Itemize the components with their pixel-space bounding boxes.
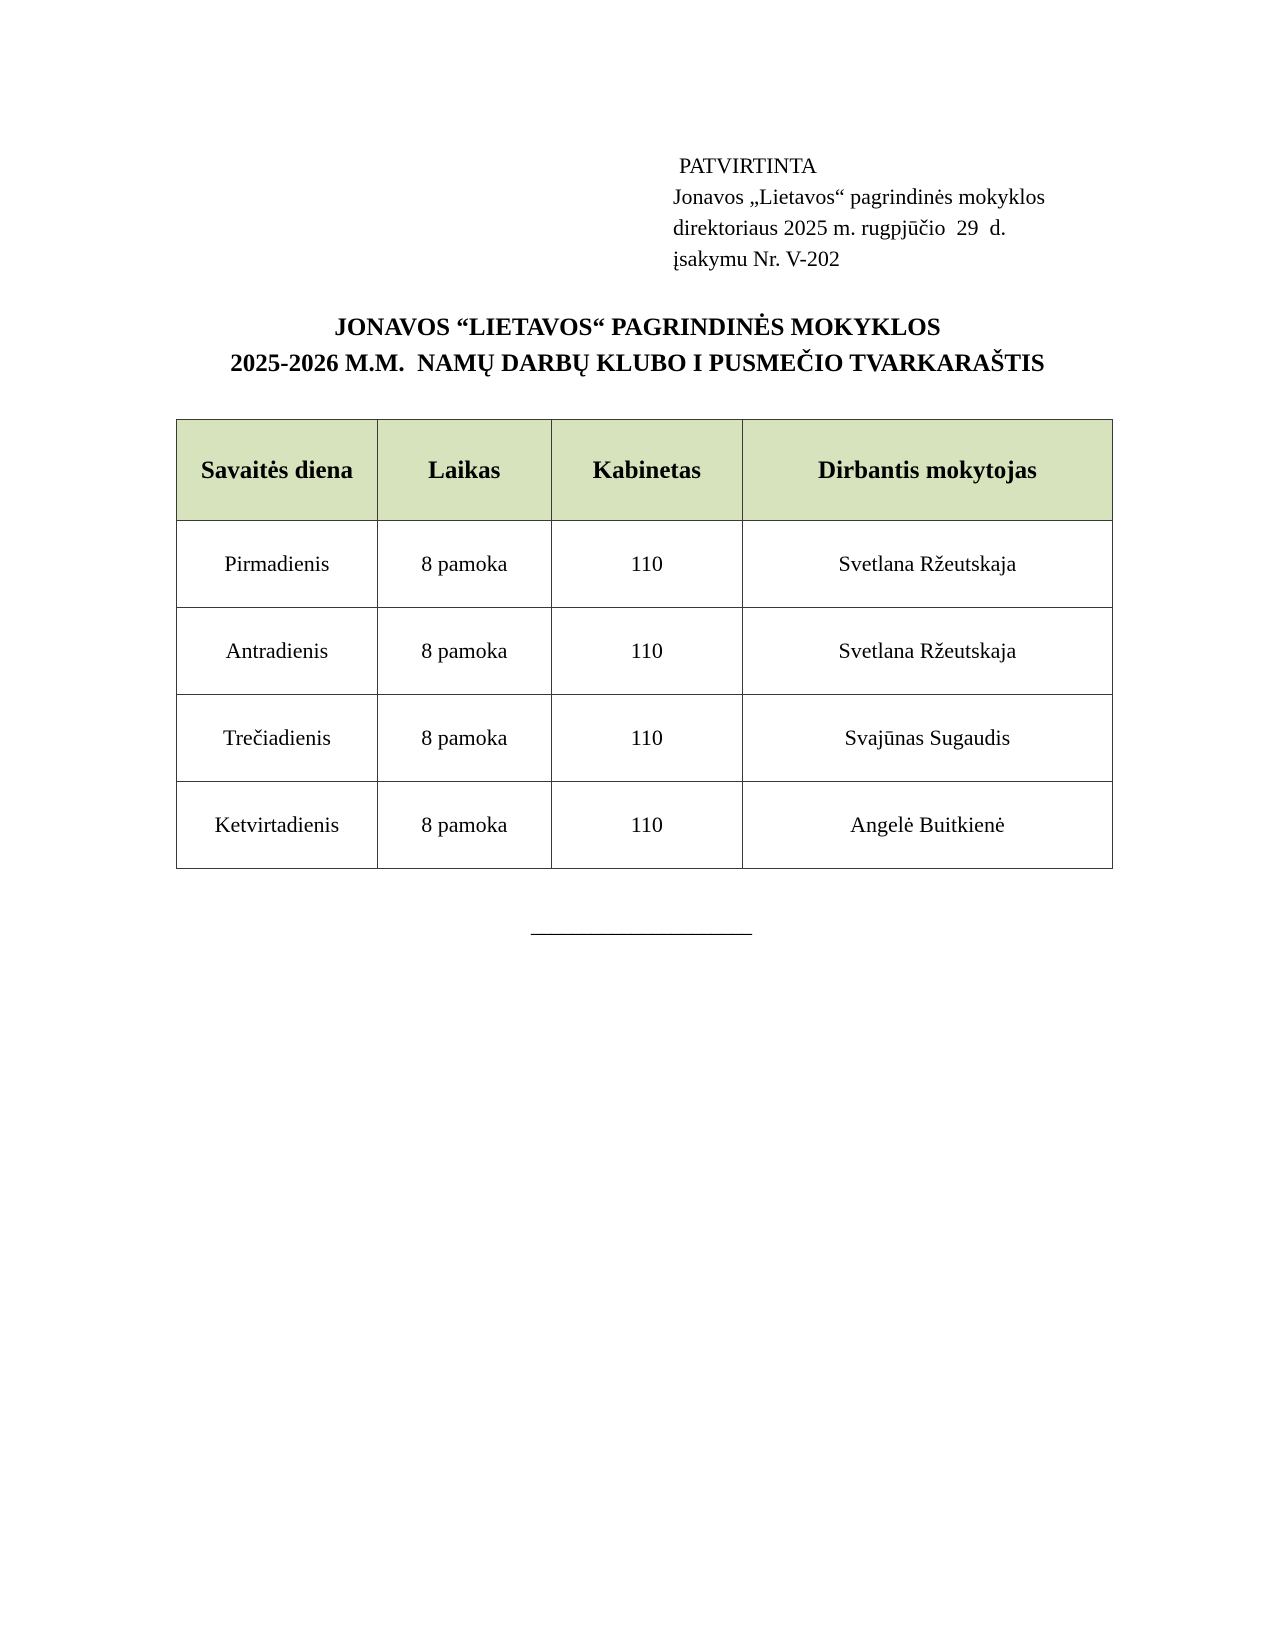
schedule-table	[176, 419, 1113, 869]
header-time: Laikas	[377, 420, 551, 521]
table-row	[177, 782, 1113, 869]
cell-room: 110	[551, 608, 742, 695]
cell-time: 8 pamoka	[377, 521, 551, 608]
cell-room: 110	[551, 695, 742, 782]
approval-order-line: įsakymu Nr. V-202	[673, 246, 840, 271]
table-row	[177, 695, 1113, 782]
table-header-row	[177, 420, 1113, 521]
cell-weekday: Trečiadienis	[177, 695, 378, 782]
header-teacher: Dirbantis mokytojas	[742, 420, 1112, 521]
cell-weekday: Ketvirtadienis	[177, 782, 378, 869]
end-divider-line: ______________________	[531, 912, 751, 937]
header-room: Kabinetas	[551, 420, 742, 521]
approval-heading: PATVIRTINTA	[679, 153, 817, 178]
table-row	[177, 521, 1113, 608]
cell-weekday: Pirmadienis	[177, 521, 378, 608]
cell-time: 8 pamoka	[377, 695, 551, 782]
cell-time: 8 pamoka	[377, 608, 551, 695]
cell-teacher: Angelė Buitkienė	[742, 782, 1112, 869]
approval-date-line: direktoriaus 2025 m. rugpjūčio 29 d.	[673, 215, 1007, 240]
cell-teacher: Svajūnas Sugaudis	[742, 695, 1112, 782]
approval-school-line: Jonavos „Lietavos“ pagrindinės mokyklos	[673, 184, 1046, 209]
table-row	[177, 608, 1113, 695]
title-line-1: JONAVOS “LIETAVOS“ PAGRINDINĖS MOKYKLOS	[334, 314, 941, 341]
title-line-2: 2025-2026 M.M. NAMŲ DARBŲ KLUBO I PUSMEČIO TVARKARAŠTIS	[230, 350, 1045, 377]
cell-teacher: Svetlana Ržeutskaja	[742, 608, 1112, 695]
cell-time: 8 pamoka	[377, 782, 551, 869]
cell-teacher: Svetlana Ržeutskaja	[742, 521, 1112, 608]
header-weekday: Savaitės diena	[177, 420, 378, 521]
cell-room: 110	[551, 521, 742, 608]
approval-block	[673, 150, 1045, 274]
cell-room: 110	[551, 782, 742, 869]
cell-weekday: Antradienis	[177, 608, 378, 695]
document-title	[0, 310, 1275, 382]
